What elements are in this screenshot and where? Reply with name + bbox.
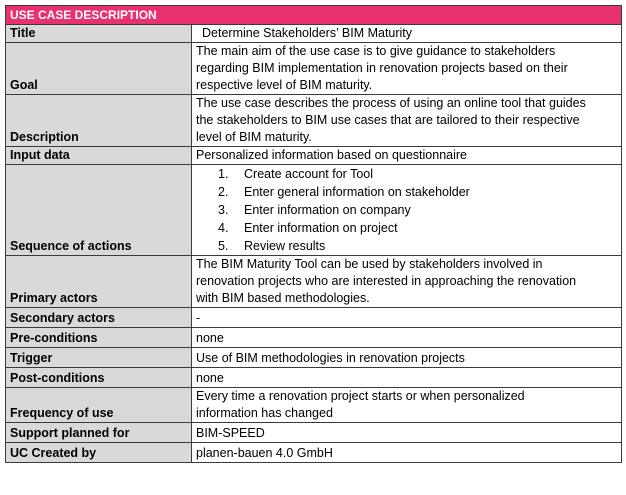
step-number: 4. xyxy=(218,221,229,235)
sequence-list xyxy=(196,165,617,255)
header-row xyxy=(6,6,622,25)
frequency-line: Every time a renovation project starts or when personalized xyxy=(196,389,525,403)
label-frequency: Frequency of use xyxy=(6,388,192,423)
row-description xyxy=(6,95,622,147)
value-trigger: Use of BIM methodologies in renovation projects xyxy=(192,348,622,368)
value-input-data: Personalized information based on questionnaire xyxy=(192,147,622,165)
row-trigger xyxy=(6,348,622,368)
description-line: The use case describes the process of using an online tool that guides xyxy=(196,96,586,110)
value-goal xyxy=(192,43,622,95)
primary-actors-line: The BIM Maturity Tool can be used by stakeholders involved in xyxy=(196,257,543,271)
description-line: level of BIM maturity. xyxy=(196,130,312,144)
step-number: 1. xyxy=(218,167,229,181)
sequence-step xyxy=(218,219,617,237)
row-post-conditions xyxy=(6,368,622,388)
row-pre-conditions xyxy=(6,328,622,348)
value-pre-conditions: none xyxy=(192,328,622,348)
label-primary-actors: Primary actors xyxy=(6,256,192,308)
label-pre-conditions: Pre-conditions xyxy=(6,328,192,348)
value-support: BIM-SPEED xyxy=(192,423,622,443)
label-support: Support planned for xyxy=(6,423,192,443)
value-description xyxy=(192,95,622,147)
row-support xyxy=(6,423,622,443)
label-sequence: Sequence of actions xyxy=(6,165,192,256)
goal-line: respective level of BIM maturity. xyxy=(196,78,373,92)
sequence-step xyxy=(218,165,617,183)
sequence-step xyxy=(218,201,617,219)
use-case-description-table xyxy=(5,5,622,463)
label-trigger: Trigger xyxy=(6,348,192,368)
label-goal: Goal xyxy=(6,43,192,95)
step-text: Review results xyxy=(244,239,326,253)
row-input-data xyxy=(6,147,622,165)
value-post-conditions: none xyxy=(192,368,622,388)
step-number: 3. xyxy=(218,203,229,217)
value-created-by: planen-bauen 4.0 GmbH xyxy=(192,443,622,463)
label-created-by: UC Created by xyxy=(6,443,192,463)
primary-actors-line: renovation projects who are interested in approaching the renovation xyxy=(196,274,577,288)
step-text: Enter information on project xyxy=(244,221,398,235)
row-frequency xyxy=(6,388,622,423)
value-frequency xyxy=(192,388,622,423)
row-sequence xyxy=(6,165,622,256)
step-text: Enter information on company xyxy=(244,203,411,217)
step-text: Enter general information on stakeholder xyxy=(244,185,470,199)
table-header: USE CASE DESCRIPTION xyxy=(6,6,622,25)
value-secondary-actors: - xyxy=(192,308,622,328)
step-number: 2. xyxy=(218,185,229,199)
row-created-by xyxy=(6,443,622,463)
step-text: Create account for Tool xyxy=(244,167,374,181)
label-description: Description xyxy=(6,95,192,147)
label-post-conditions: Post-conditions xyxy=(6,368,192,388)
value-primary-actors xyxy=(192,256,622,308)
description-line: the stakeholders to BIM use cases that are tailored to their respective xyxy=(196,113,580,127)
frequency-line: information has changed xyxy=(196,406,333,420)
step-number: 5. xyxy=(218,239,229,253)
row-primary-actors xyxy=(6,256,622,308)
use-case-table-wrapper xyxy=(5,5,621,463)
label-input-data: Input data xyxy=(6,147,192,165)
label-secondary-actors: Secondary actors xyxy=(6,308,192,328)
value-sequence xyxy=(192,165,622,256)
sequence-step xyxy=(218,183,617,201)
row-title xyxy=(6,25,622,43)
row-secondary-actors xyxy=(6,308,622,328)
value-title: Determine Stakeholders’ BIM Maturity xyxy=(192,25,622,43)
goal-line: regarding BIM implementation in renovation projects based on their xyxy=(196,61,568,75)
primary-actors-line: with BIM based methodologies. xyxy=(196,291,370,305)
sequence-step xyxy=(218,237,617,255)
label-title: Title xyxy=(6,25,192,43)
goal-line: The main aim of the use case is to give guidance to stakeholders xyxy=(196,44,556,58)
row-goal xyxy=(6,43,622,95)
